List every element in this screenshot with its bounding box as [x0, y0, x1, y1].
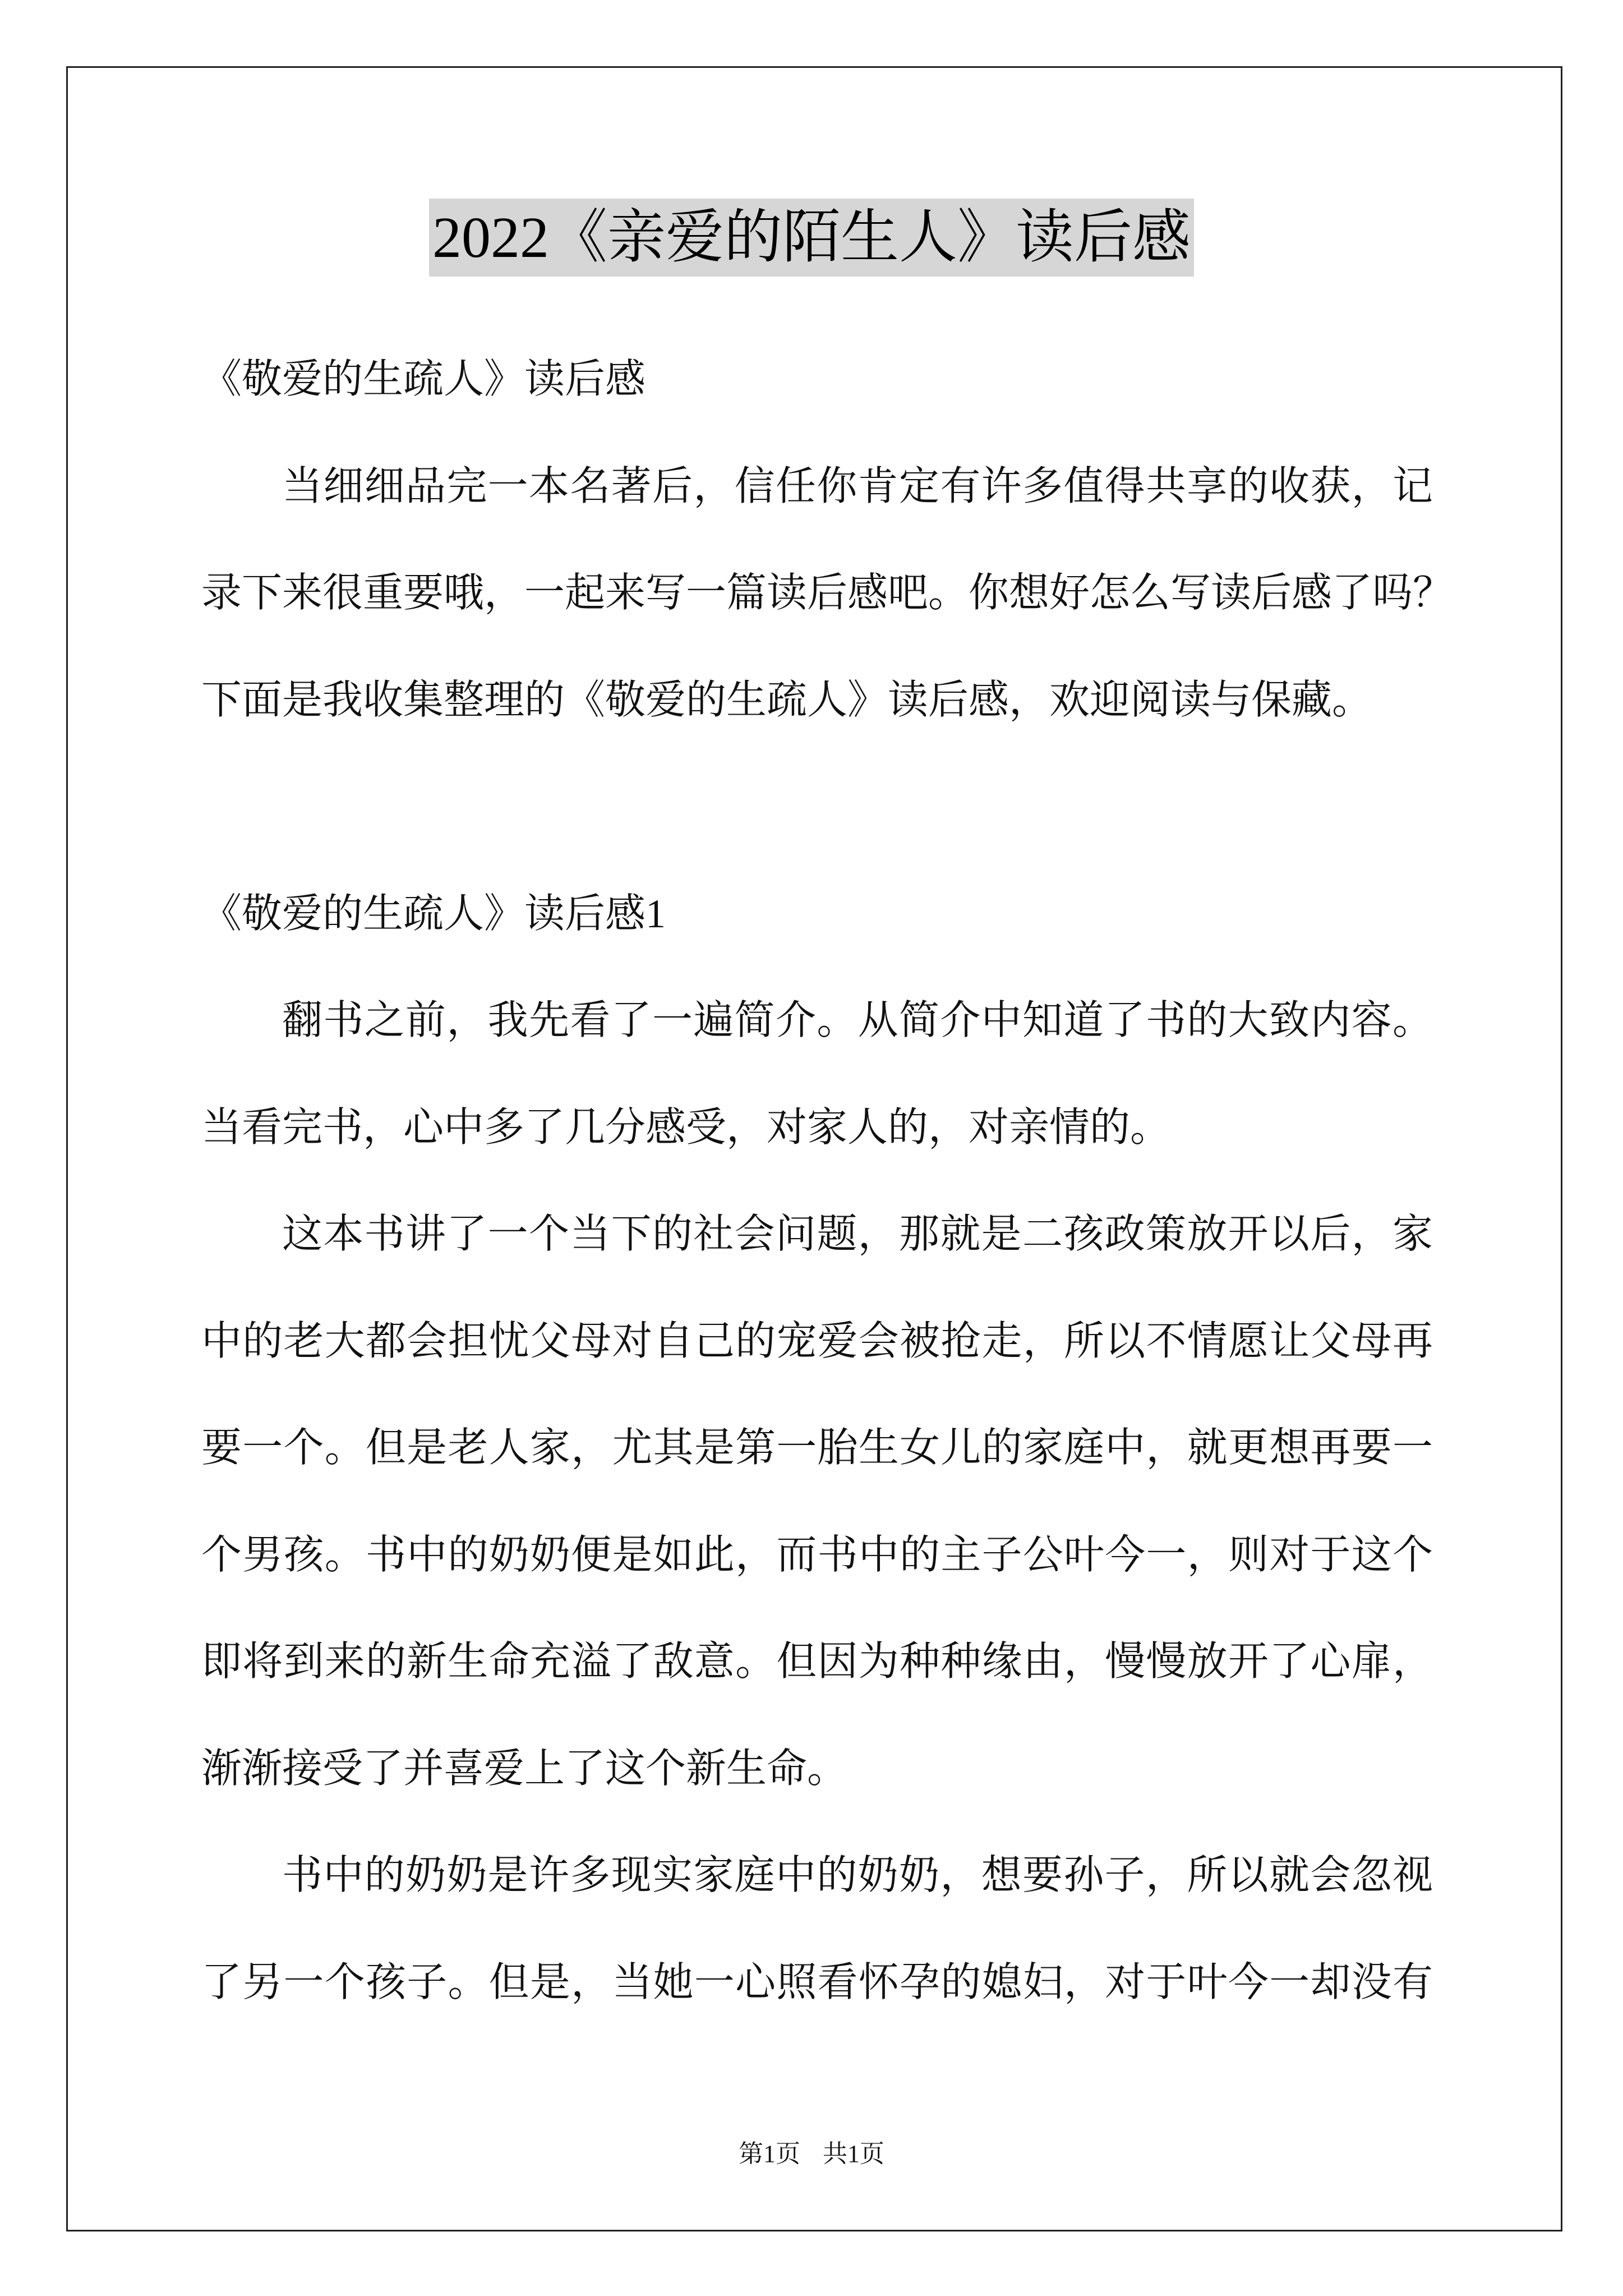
paragraph-line: 录下来很重要哦，一起来写一篇读后感吧。你想好怎么写读后感了吗？ [201, 570, 1454, 615]
paragraph [201, 1181, 1433, 1822]
document-title: 2022《亲爱的陌生人》读后感 [429, 199, 1194, 277]
paragraph-line: 当看完书，心中多了几分感受，对家人的，对亲情的。 [201, 1105, 1171, 1150]
blank-line [201, 753, 1433, 861]
paragraph-line: 书中的奶奶是许多现实家庭中的奶奶，想要孙子，所以就会忽视 [282, 1853, 1433, 1898]
paragraph-line: 即将到来的新生命充溢了敌意。但因为种种缘由，慢慢放开了心扉， [201, 1639, 1433, 1684]
paragraph [201, 967, 1433, 1181]
paragraph-line: 当细细品完一本名著后，信任你肯定有许多值得共享的收获，记 [282, 463, 1433, 509]
paragraph-line: 了另一个孩子。但是，当她一心照看怀孕的媳妇，对于叶今一却没有 [201, 1959, 1433, 2005]
essay-heading: 《敬爱的生疏人》读后感1 [201, 891, 666, 936]
paragraph-line: 要一个。但是老人家，尤其是第一胎生女儿的家庭中，就更想再要一 [201, 1425, 1433, 1470]
paragraph [201, 1822, 1433, 2036]
intro-paragraph [201, 433, 1454, 754]
page-total: 共1页 [823, 2140, 884, 2168]
page-footer [0, 2137, 1623, 2171]
paragraph-line: 个男孩。书中的奶奶便是如此，而书中的主子公叶今一，则对于这个 [201, 1532, 1433, 1577]
paragraph-line: 下面是我收集整理的《敬爱的生疏人》读后感，欢迎阅读与保藏。 [201, 677, 1373, 723]
document-body [201, 326, 1454, 2036]
paragraph-line: 渐渐接受了并喜爱上了这个新生命。 [201, 1746, 848, 1791]
title-container [0, 199, 1623, 277]
paragraph-line: 中的老大都会担忧父母对自己的宠爱会被抢走，所以不情愿让父母再 [201, 1318, 1433, 1364]
intro-heading: 《敬爱的生疏人》读后感 [201, 357, 646, 402]
paragraph-line: 这本书讲了一个当下的社会问题，那就是二孩政策放开以后，家 [282, 1212, 1433, 1257]
page-number: 第1页 [739, 2140, 800, 2168]
paragraph-line: 翻书之前，我先看了一遍简介。从简介中知道了书的大致内容。 [282, 998, 1433, 1043]
